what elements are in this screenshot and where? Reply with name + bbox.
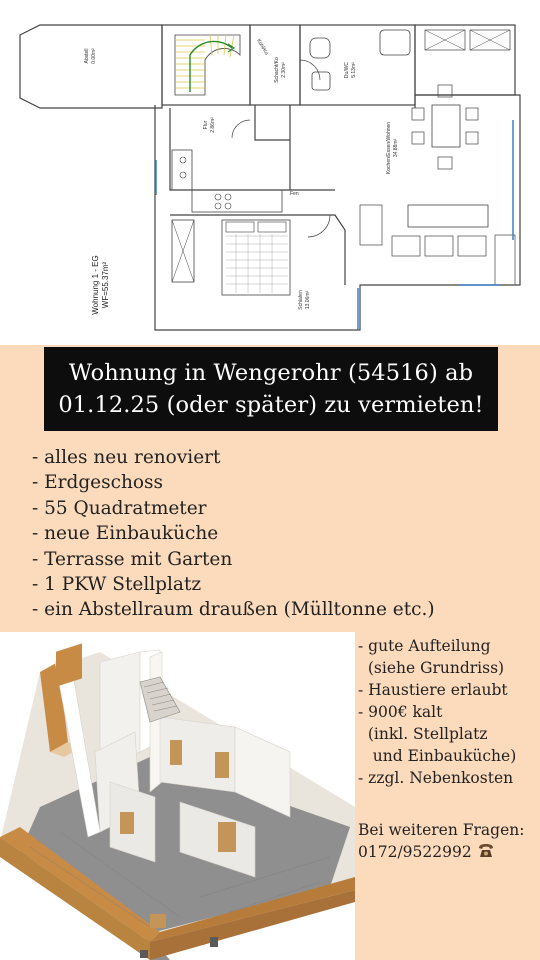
- flur-area-label: 2.86m²: [210, 117, 216, 133]
- telephone-receiver-icon: [476, 842, 496, 860]
- kochen-area-label: 34.88m²: [393, 138, 399, 158]
- abstell-label: Abstell: [84, 48, 90, 64]
- wohnung-label: Wohnung 1 - EG: [91, 255, 100, 315]
- duwc-label: Du/WC: [344, 61, 350, 79]
- title-box: [44, 347, 498, 431]
- feature-item: - neue Einbauküche: [32, 523, 219, 545]
- detail-item: - 900€ kalt: [358, 703, 443, 721]
- contact-block: [358, 819, 524, 863]
- title-line-1: Wohnung in Wengerohr (54516) ab: [68, 360, 474, 386]
- feature-item: - Terrasse mit Garten: [32, 548, 233, 570]
- floorplan: [0, 0, 540, 345]
- flur-label: Flur: [203, 120, 209, 130]
- apartment-3d-render: [0, 632, 355, 960]
- wohnflaeche-label: WF=55.37m²: [101, 261, 110, 309]
- detail-item: - gute Aufteilung: [358, 637, 491, 655]
- info-panel: [0, 345, 540, 960]
- details-list: [358, 635, 516, 789]
- detail-item: (inkl. Stellplatz: [358, 725, 488, 743]
- schacht-label: Schacht/Ko: [274, 57, 280, 83]
- detail-item: - Haustiere erlaubt: [358, 681, 508, 699]
- kochen-label: Kochen/Essen/Wohnen: [386, 121, 392, 175]
- feature-item: - 1 PKW Stellplatz: [32, 574, 202, 596]
- detail-item: - zzgl. Nebenkosten: [358, 769, 514, 787]
- feature-item: - alles neu renoviert: [32, 447, 221, 468]
- floorplan-drawing: [0, 0, 540, 345]
- duwc-area-label: 5.13m²: [351, 62, 357, 78]
- fen-label: Fen: [290, 191, 299, 197]
- schlafen-area-label: 13.06m²: [305, 290, 311, 310]
- schlafen-label: Schlafen: [298, 290, 304, 310]
- render-drawing: [0, 632, 355, 960]
- features-list: [32, 445, 435, 623]
- contact-question: Bei weiteren Fragen:: [358, 821, 525, 839]
- contact-phone-row: [358, 841, 524, 863]
- abstell-area-label: 0.00m²: [91, 48, 97, 64]
- schacht-area-label: 2.30m²: [281, 62, 287, 78]
- feature-item: - ein Abstellraum draußen (Mülltonne etc.): [32, 599, 435, 621]
- detail-item: und Einbauküche): [358, 747, 517, 765]
- feature-item: - 55 Quadratmeter: [32, 497, 207, 519]
- title-line-2: 01.12.25 (oder später) zu vermieten!: [58, 392, 484, 418]
- staircase: [175, 35, 240, 95]
- phone-number[interactable]: 0172/9522992: [358, 843, 472, 861]
- detail-item: (siehe Grundriss): [358, 659, 505, 677]
- feature-item: - Erdgeschoss: [32, 472, 164, 494]
- kuehl-label: Kühl/Ko: [255, 38, 270, 57]
